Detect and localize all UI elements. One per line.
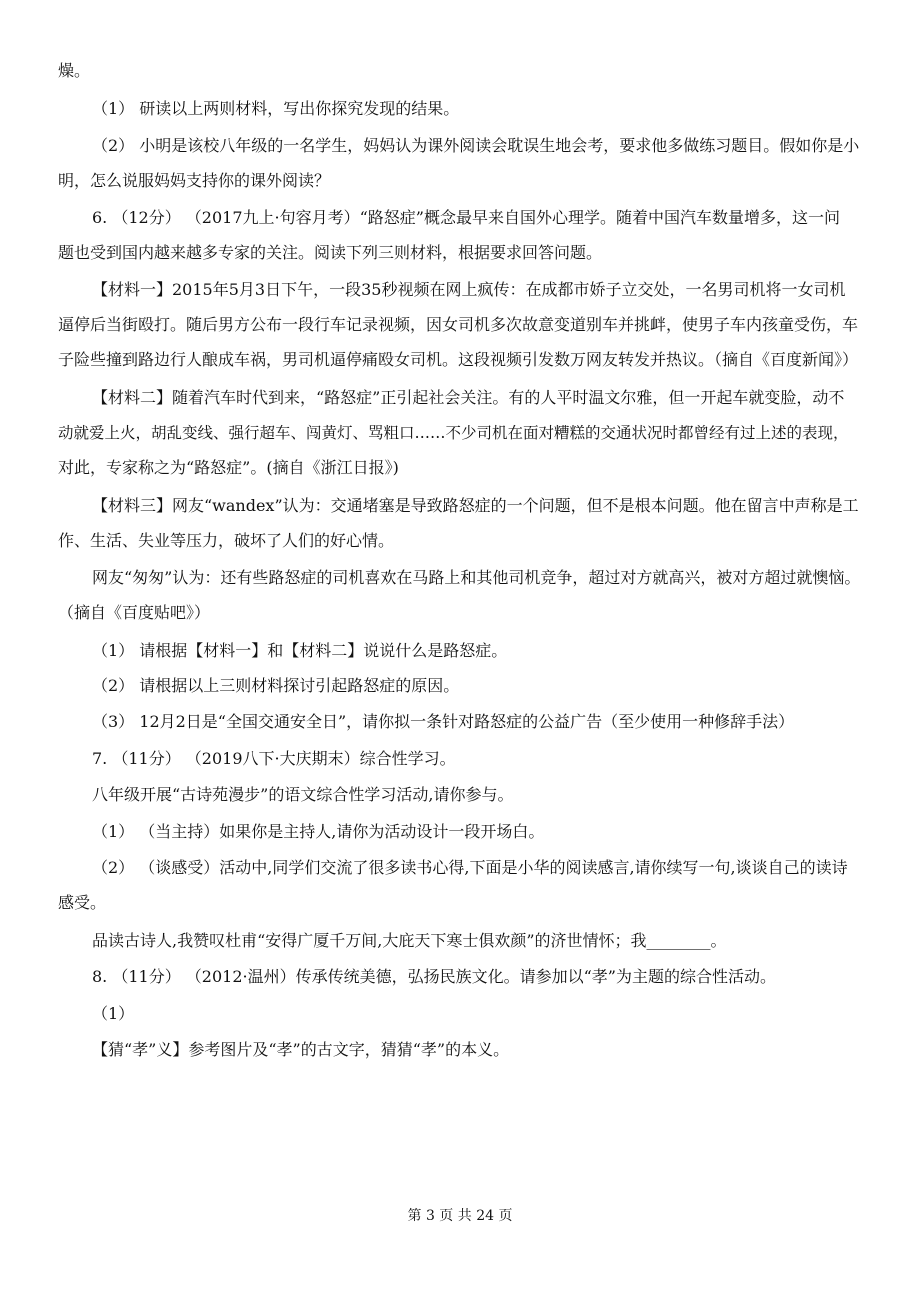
material-2-line: 【材料二】随着汽车时代到来，“路怒症”正引起社会关注。有的人平时温文尔雅，但一开起车就变脸，动不 — [92, 388, 845, 407]
sub-question: （2） 请根据以上三则材料探讨引起路怒症的原因。 — [92, 676, 460, 695]
material-1-line: 逼停后当街殴打。随后男方公布一段行车记录视频，因女司机多次故意变道别车并挑衅，使男子车内孩童受伤，车 — [58, 315, 859, 334]
material-1-line: 【材料一】2015年5月3日下午，一段35秒视频在网上疯传：在成都市娇子立交处，一名男司机将一女司机 — [92, 280, 846, 299]
question-7-heading: 7. （11分） （2019八下·大庆期末）综合性学习。 — [92, 749, 456, 768]
text-line: （1） 研读以上两则材料，写出你探究发现的结果。 — [92, 99, 460, 118]
sub-question: （2） （谈感受）活动中,同学们交流了很多读书心得,下面是小华的阅读感言,请你续写一句,谈谈自己的读诗 — [92, 858, 848, 877]
sub-question: （1） 请根据【材料一】和【材料二】说说什么是路怒症。 — [92, 641, 508, 660]
sub-question: （1） （当主持）如果你是主持人,请你为活动设计一段开场白。 — [92, 822, 545, 841]
text-line: 【猜“孝”义】参考图片及“孝”的古文字，猜猜“孝”的本义。 — [92, 1040, 510, 1059]
text-line: 题也受到国内越来越多专家的关注。阅读下列三则材料，根据要求回答问题。 — [58, 243, 603, 262]
sub-question: （3） 12月2日是“全国交通安全日”，请你拟一条针对路怒症的公益广告（至少使用一种修辞手法） — [92, 712, 795, 731]
text-line: 燥。 — [58, 61, 91, 80]
sub-question: （1） — [92, 1004, 135, 1023]
text-line: 八年级开展“古诗苑漫步”的语文综合性学习活动,请你参与。 — [92, 785, 514, 804]
material-3-line: 【材料三】网友“wandex”认为：交通堵塞是导致路怒症的一个问题，但不是根本问题。他在留言中声称是工 — [92, 496, 859, 515]
text-line: （2） 小明是该校八年级的一名学生，妈妈认为课外阅读会耽误生地会考，要求他多做练习题目。假如你是小 — [92, 136, 860, 155]
material-2-line: 对此，专家称之为“路怒症”。(摘自《浙江日报》) — [58, 458, 399, 477]
text-line: 品读古诗人,我赞叹杜甫“安得广厦千万间,大庇天下寒士俱欢颜”的济世情怀；我________。 — [92, 931, 727, 950]
material-3-line: 作、生活、失业等压力，破坏了人们的好心情。 — [58, 531, 395, 550]
text-line: （摘自《百度贴吧》） — [58, 603, 211, 622]
material-2-line: 动就爱上火，胡乱变线、强行超车、闯黄灯、骂粗口……不少司机在面对糟糕的交通状况时都曾经有过上述的表现， — [58, 424, 849, 442]
text-line: 明，怎么说服妈妈支持你的课外阅读？ — [58, 171, 331, 190]
page-number-footer: 第 3 页 共 24 页 — [407, 1208, 513, 1224]
text-line: 网友“匆匆”认为：还有些路怒症的司机喜欢在马路上和其他司机竞争，超过对方就高兴，被对方超过就懊恼。 — [92, 568, 861, 587]
text-line: 感受。 — [58, 893, 107, 912]
question-8-heading: 8. （11分） （2012·温州）传承传统美德，弘扬民族文化。请参加以“孝”为主题的综合性活动。 — [92, 967, 776, 986]
material-1-line: 子险些撞到路边行人酿成车祸，男司机逼停痛殴女司机。这段视频引发数万网友转发并热议。（摘自《百度新闻》） — [58, 350, 859, 369]
question-6-heading: 6. （12分） （2017九上·句容月考）“路怒症”概念最早来自国外心理学。随着中国汽车数量增多，这一问 — [92, 208, 840, 227]
